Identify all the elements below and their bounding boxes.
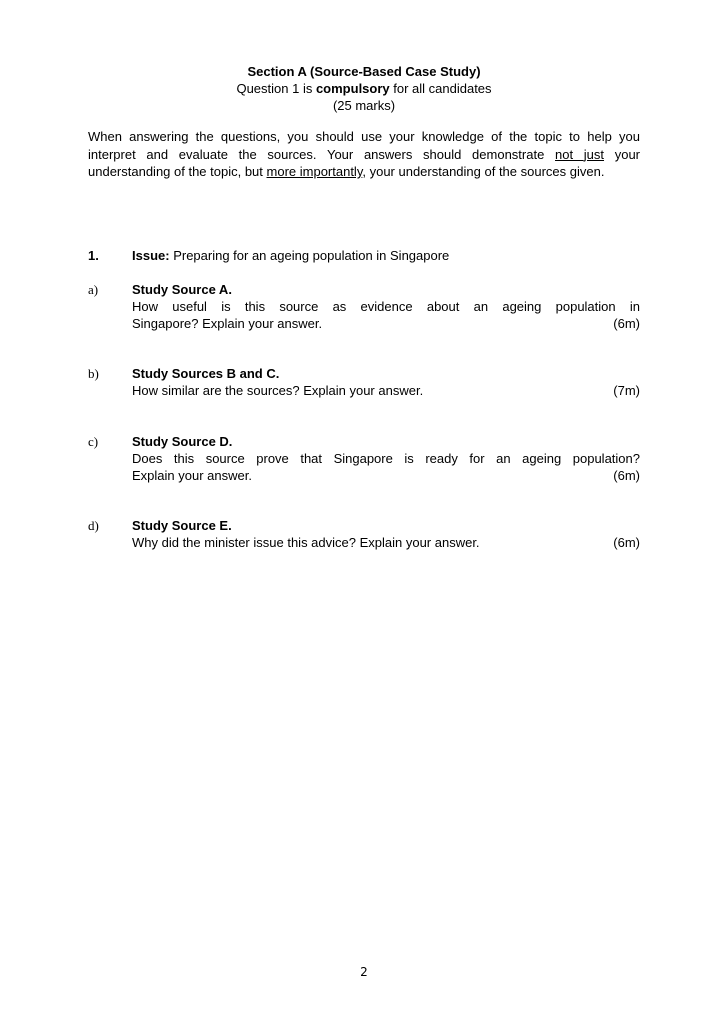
subquestion-b-marks: (7m) bbox=[613, 383, 640, 398]
page-number: 2 bbox=[360, 965, 368, 979]
subquestion-c-last-line bbox=[132, 467, 640, 484]
subquestion-b bbox=[132, 365, 640, 399]
subquestion-b-last-line bbox=[132, 382, 640, 399]
underline-more-importantly: more importantly bbox=[266, 164, 363, 179]
compulsory-word: compulsory bbox=[315, 81, 390, 96]
instructions-part-2: your understanding of the topic, but bbox=[88, 146, 641, 179]
section-header bbox=[88, 63, 640, 114]
subquestion-c-text: Does this source prove that Singapore is ready for an ageing population? bbox=[132, 451, 640, 466]
subquestion-c-title: Study Source D. bbox=[132, 434, 233, 449]
subquestion-b-label: b) bbox=[88, 366, 99, 381]
subquestion-d-title: Study Source E. bbox=[132, 518, 232, 533]
subquestion-a-title: Study Source A. bbox=[132, 282, 232, 297]
subquestion-c-last-text: Explain your answer. bbox=[132, 468, 252, 483]
compulsory-note bbox=[88, 80, 640, 97]
subquestion-a-last-text: Singapore? Explain your answer. bbox=[132, 316, 323, 331]
issue-label: Issue: bbox=[132, 248, 170, 263]
total-marks: (25 marks) bbox=[332, 98, 396, 113]
subquestion-d-marks: (6m) bbox=[613, 535, 640, 550]
question-number: 1. bbox=[88, 248, 99, 263]
subquestion-d-label: d) bbox=[88, 518, 99, 533]
subquestion-c-label: c) bbox=[88, 434, 99, 449]
subquestion-b-title: Study Sources B and C. bbox=[132, 366, 280, 381]
subquestion-d bbox=[132, 517, 640, 551]
underline-not-just: not just bbox=[555, 146, 605, 162]
question-issue bbox=[132, 247, 640, 264]
subquestion-c bbox=[132, 433, 640, 484]
subquestion-d-last-line bbox=[132, 534, 640, 551]
issue-text: Preparing for an ageing population in Singapore bbox=[169, 248, 450, 263]
subquestion-a-label: a) bbox=[88, 282, 99, 297]
compulsory-note-post: for all candidates bbox=[389, 81, 492, 96]
subquestion-a-text: How useful is this source as evidence about an ageing population in bbox=[132, 299, 640, 314]
instructions-part-1: When answering the questions, you should use your knowledge of the topic to help you interpret and evaluate the sources. Your answers should demonstrate bbox=[88, 129, 640, 162]
subquestion-a-last-line bbox=[132, 315, 640, 332]
section-title: Section A (Source-Based Case Study) bbox=[247, 64, 481, 79]
subquestion-a bbox=[132, 281, 640, 332]
subquestion-c-marks: (6m) bbox=[613, 468, 640, 483]
compulsory-note-pre: Question 1 is bbox=[236, 81, 316, 96]
subquestion-d-last-text: Why did the minister issue this advice? Explain your answer. bbox=[132, 535, 480, 550]
subquestion-b-last-text: How similar are the sources? Explain your answer. bbox=[132, 383, 424, 398]
subquestion-a-marks: (6m) bbox=[613, 316, 640, 331]
instructions-part-3: , your understanding of the sources given. bbox=[362, 164, 605, 179]
instructions-paragraph bbox=[88, 128, 640, 181]
